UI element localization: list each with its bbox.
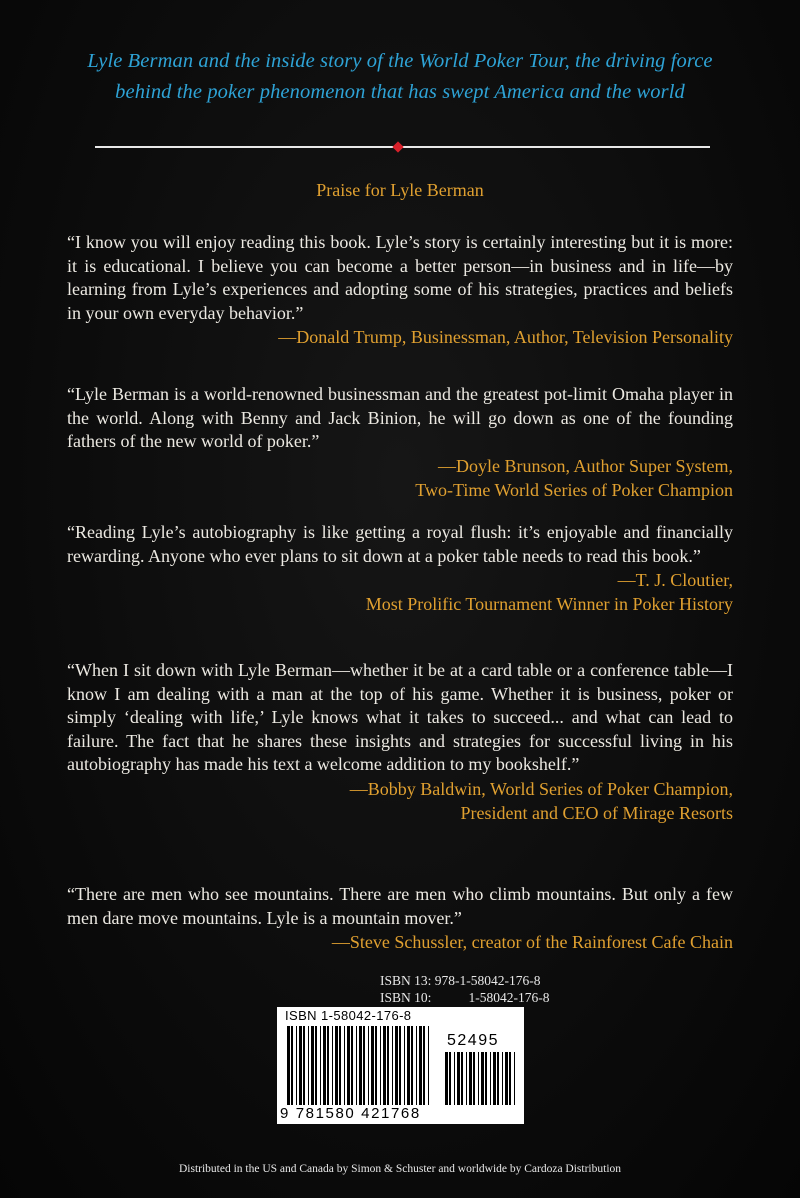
barcode-bar xyxy=(392,1026,393,1105)
barcode-digits: 9 781580 421768 xyxy=(280,1105,421,1122)
barcode-bar xyxy=(419,1026,422,1105)
barcode-bar xyxy=(287,1026,290,1105)
distributor-note: Distributed in the US and Canada by Simon & Schuster and worldwide by Cardoza Distribution xyxy=(178,1163,622,1175)
barcode-bar xyxy=(423,1026,425,1105)
quote-text: “When I sit down with Lyle Berman—whether it be at a card table or a conference table—I know I am dealing with a man at the top of his game. Whether it is business, poker or simply ‘dealing with life,’ Lyle knows what it takes to succeed... and what can lead to failure. The fact that he shares these insights and strategies for successful living in his autobiography has made his text a welcome addition to my bookshelf.” xyxy=(67,660,733,774)
isbn-13-label: ISBN 13: xyxy=(380,973,432,988)
barcode-bar xyxy=(335,1026,338,1105)
barcode-bar xyxy=(445,1052,448,1105)
barcode-bar xyxy=(493,1052,496,1105)
barcode-bar xyxy=(299,1026,302,1105)
quote-attribution: Most Prolific Tournament Winner in Poker History xyxy=(365,594,733,614)
barcode-bar xyxy=(407,1026,410,1105)
barcode-bar xyxy=(323,1026,326,1105)
barcode-price-code: 52495 xyxy=(447,1032,499,1049)
barcode-bar xyxy=(473,1052,475,1105)
barcode-bar xyxy=(356,1026,357,1105)
quote-attribution: —Donald Trump, Businessman, Author, Television Personality xyxy=(278,327,733,347)
barcode-bar xyxy=(383,1026,386,1105)
quote-block-brunson xyxy=(67,383,733,502)
diamond-ornament-icon xyxy=(392,141,403,152)
barcode-bar xyxy=(387,1026,389,1105)
quote-block-cloutier xyxy=(67,521,733,616)
barcode-bar xyxy=(311,1026,314,1105)
barcode-bar xyxy=(478,1052,479,1105)
barcode-isbn-text: ISBN 1-58042-176-8 xyxy=(285,1008,412,1023)
praise-heading: Praise for Lyle Berman xyxy=(316,180,484,200)
barcode-bar xyxy=(375,1026,377,1105)
barcode-bar xyxy=(428,1026,429,1105)
barcode-bar xyxy=(497,1052,499,1105)
barcode-bar xyxy=(457,1052,460,1105)
tagline xyxy=(40,46,760,108)
isbn-13-value: 978-1-58042-176-8 xyxy=(434,973,541,988)
barcode-bar xyxy=(371,1026,374,1105)
quote-text: “There are men who see mountains. There are men who climb mountains. But only a few men dare move mountains. Lyle is a mountain mover.” xyxy=(67,884,733,928)
isbn-10-label: ISBN 10: xyxy=(380,990,432,1005)
barcode-bar xyxy=(490,1052,491,1105)
barcode-bar xyxy=(466,1052,467,1105)
barcode-bar xyxy=(485,1052,487,1105)
barcode-bar xyxy=(481,1052,484,1105)
barcode-bar xyxy=(395,1026,398,1105)
isbn-10-value: 1-58042-176-8 xyxy=(468,990,550,1005)
barcode-bar xyxy=(339,1026,341,1105)
barcode-bar xyxy=(315,1026,317,1105)
tagline-line-1: Lyle Berman and the inside story of the World Poker Tour, the driving force xyxy=(87,50,713,72)
quote-attribution: —Bobby Baldwin, World Series of Poker Champion, xyxy=(349,778,733,799)
barcode-bar xyxy=(416,1026,417,1105)
quote-block-trump xyxy=(67,231,733,349)
barcode-bar xyxy=(404,1026,405,1105)
barcode-bar xyxy=(368,1026,369,1105)
quote-text: “Reading Lyle’s autobiography is like getting a royal flush: it’s enjoyable and financially rewarding. Anyone who ever plans to sit down at a poker table needs to read this book.” xyxy=(67,522,733,566)
barcode-bar xyxy=(320,1026,321,1105)
quote-block-schussler xyxy=(67,883,733,954)
barcode-bar xyxy=(399,1026,401,1105)
barcode-bar xyxy=(332,1026,333,1105)
barcode-bar xyxy=(344,1026,345,1105)
quote-attribution: —Doyle Brunson, Author Super System, xyxy=(438,455,733,476)
barcode-bar xyxy=(502,1052,503,1105)
quote-block-baldwin xyxy=(67,659,733,825)
barcode-bar xyxy=(363,1026,365,1105)
isbn-block xyxy=(380,972,550,1006)
quote-text: “Lyle Berman is a world-renowned businessman and the greatest pot-limit Omaha player in the world. Along with Benny and Jack Binion, he will go down as one of the founding fathers of the new world of poker.” xyxy=(67,384,733,451)
quote-attribution: —T. J. Cloutier, xyxy=(617,570,733,590)
quote-attribution: President and CEO of Mirage Resorts xyxy=(460,802,733,823)
barcode-bar xyxy=(359,1026,362,1105)
quote-attribution: Two-Time World Series of Poker Champion xyxy=(415,479,733,500)
barcode-bar xyxy=(509,1052,511,1105)
barcode-bar xyxy=(308,1026,309,1105)
isbn-13-row xyxy=(380,972,550,989)
barcode-bar xyxy=(296,1026,297,1105)
barcode-bar xyxy=(351,1026,353,1105)
quote-text: “I know you will enjoy reading this book. Lyle’s story is certainly interesting but it is more: it is educational. I believe you can become a better person—in business and in life—by learning from Lyle’s experiences and adopting some of his strategies, practices and beliefs in your own everyday behavior.” xyxy=(67,232,733,323)
barcode-bar xyxy=(469,1052,472,1105)
barcode-bar xyxy=(347,1026,350,1105)
barcode-bar xyxy=(411,1026,413,1105)
isbn-10-row xyxy=(380,989,550,1006)
barcode-bar xyxy=(514,1052,515,1105)
barcode-label xyxy=(277,1007,524,1124)
tagline-line-2: behind the poker phenomenon that has swept America and the world xyxy=(115,81,685,103)
barcode-bar xyxy=(291,1026,293,1105)
barcode-bar xyxy=(380,1026,381,1105)
barcode-bar xyxy=(449,1052,451,1105)
barcode-bar xyxy=(505,1052,508,1105)
quote-attribution: —Steve Schussler, creator of the Rainforest Cafe Chain xyxy=(331,932,733,952)
barcode-bar xyxy=(303,1026,305,1105)
barcode-bar xyxy=(327,1026,329,1105)
barcode-bar xyxy=(461,1052,463,1105)
barcode-bar xyxy=(454,1052,455,1105)
